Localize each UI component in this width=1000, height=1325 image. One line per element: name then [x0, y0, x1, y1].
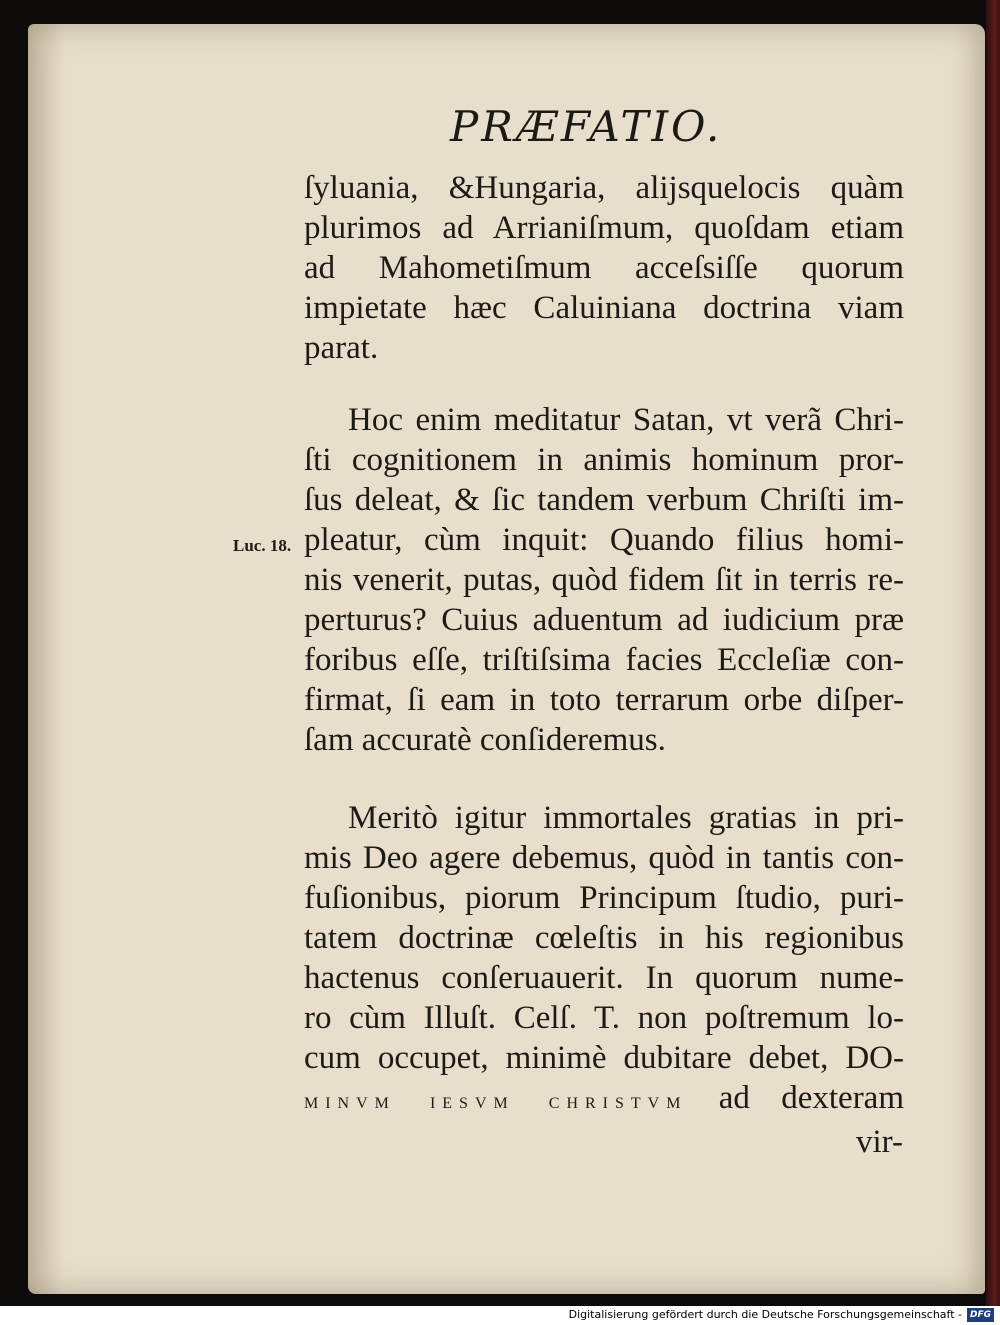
text-line: ſam accuratè conſideremus. [304, 722, 666, 758]
text-line: ſyluania, &Hungaria, alijsquelocis quàm [304, 170, 904, 206]
text-line: impietate hæc Caluiniana doctrina viam [304, 290, 904, 326]
text-line: Hoc enim meditatur Satan, vt verã Chri- [348, 402, 904, 438]
binding-edge [986, 0, 1000, 1306]
text-line: ro cùm Illuſt. Celſ. T. non poſtremum lo- [304, 1000, 904, 1036]
text-line: ſus deleat, & ſic tandem verbum Chriſti im- [304, 482, 904, 518]
text-line: hactenus conſeruauerit. In quorum nume- [304, 960, 904, 996]
dfg-logo-icon: DFG [967, 1308, 994, 1322]
text-line: pleatur, cùm inquit: Quando filius homi- [304, 522, 904, 558]
text-line: plurimos ad Arrianiſmum, quoſdam etiam [304, 210, 904, 246]
smallcaps-text: MINVM IESVM CHRISTVM [304, 1095, 688, 1112]
smallcaps-line [304, 1078, 904, 1124]
text-line: mis Deo agere debemus, quòd in tantis con- [304, 840, 904, 876]
text-line: cum occupet, minimè dubitare debet, DO- [304, 1040, 904, 1076]
text-line: perturus? Cuius aduentum ad iudicium præ [304, 602, 904, 638]
catchword: vir- [856, 1124, 903, 1160]
text-line: Meritò igitur immortales gratias in pri- [348, 800, 904, 836]
text-line: ad Mahometiſmum acceſsiſſe quorum [304, 250, 904, 286]
text-line: foribus eſſe, triſtiſsima facies Eccleſiæ con- [304, 642, 904, 678]
footer-bar [0, 1306, 1000, 1325]
running-head: PRÆFATIO. [450, 102, 723, 151]
footer-credit: Digitalisierung gefördert durch die Deutsche Forschungsgemeinschaft - [568, 1308, 962, 1321]
text-line: fuſionibus, piorum Principum ſtudio, puri- [304, 880, 904, 916]
text-line: parat. [304, 330, 379, 366]
text-line: nis venerit, putas, quòd fidem ſit in terris re- [304, 562, 904, 598]
text-line: ſti cognitionem in animis hominum pror- [304, 442, 904, 478]
marginal-note: Luc. 18. [233, 536, 292, 555]
text-line: tatem doctrinæ cœleſtis in his regionibus [304, 920, 904, 956]
line-continuation: ad dexteram [687, 1080, 904, 1116]
book-page [28, 24, 985, 1294]
text-line: firmat, ſi eam in toto terrarum orbe diſper- [304, 682, 904, 718]
